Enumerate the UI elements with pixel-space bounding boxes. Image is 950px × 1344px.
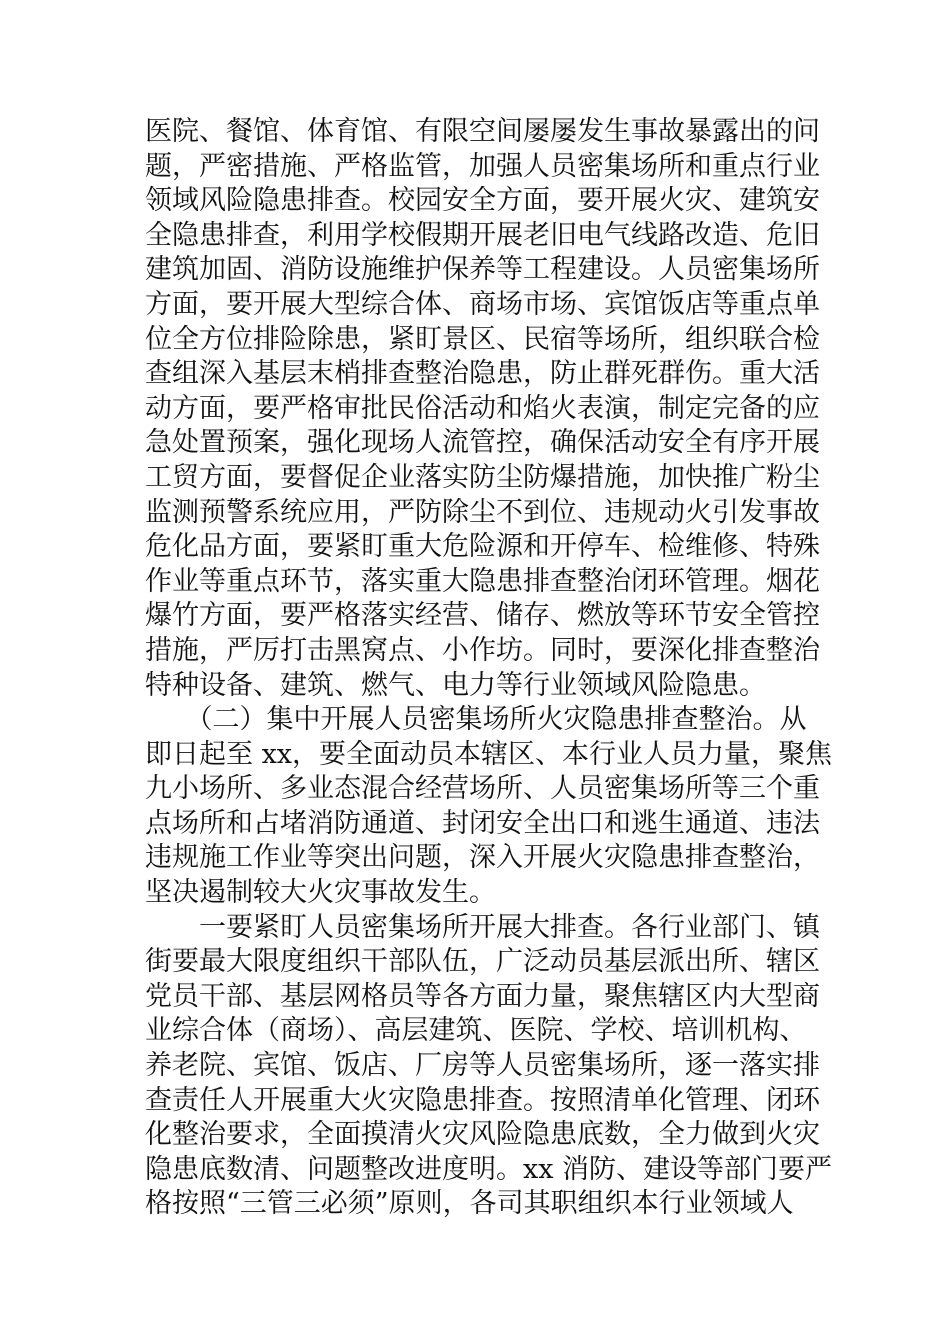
text-line: 急处置预案，强化现场人流管控，确保活动安全有序开展: [145, 427, 820, 459]
text-line: 全隐患排查，利用学校假期开展老旧电气线路改造、危旧: [145, 219, 820, 251]
section-heading-line: （二）集中开展人员密集场所火灾隐患排查整治。从: [145, 704, 807, 736]
text-line: 爆竹方面，要严格落实经营、储存、燃放等环节安全管控: [145, 600, 820, 632]
text-line: 党员干部、基层网格员等各方面力量，聚焦辖区内大型商: [145, 980, 820, 1012]
text-line: 作业等重点环节，落实重大隐患排查整治闭环管理。烟花: [145, 565, 820, 597]
text-line: 化整治要求，全面摸清火灾风险隐患底数，全力做到火灾: [145, 1119, 820, 1151]
text-line: 街要最大限度组织干部队伍，广泛动员基层派出所、辖区: [145, 946, 820, 978]
body-text: [145, 115, 833, 1222]
text-line: 题，严密措施、严格监管，加强人员密集场所和重点行业: [145, 150, 820, 182]
text-line: 九小场所、多业态混合经营场所、人员密集场所等三个重: [145, 773, 820, 805]
text-line: 点场所和占堵消防通道、封闭安全出口和逃生通道、违法: [145, 807, 820, 839]
text-line: 格按照“三管三必须”原则，各司其职组织本行业领域人: [145, 1188, 794, 1220]
text-line: 查组深入基层末梢排查整治隐患，防止群死群伤。重大活: [145, 358, 820, 390]
text-line: 工贸方面，要督促企业落实防尘防爆措施，加快推广粉尘: [145, 461, 820, 493]
text-line: 方面，要开展大型综合体、商场市场、宾馆饭店等重点单: [145, 288, 820, 320]
text-line: 医院、餐馆、体育馆、有限空间屡屡发生事故暴露出的问: [145, 116, 820, 147]
text-line: 监测预警系统应用，严防除尘不到位、违规动火引发事故: [145, 496, 820, 528]
text-line: 业综合体（商场）、高层建筑、医院、学校、培训机构、: [145, 1015, 807, 1047]
text-line: 隐患底数清、问题整改进度明。xx 消防、建设等部门要严: [145, 1153, 833, 1185]
text-line: 违规施工作业等突出问题，深入开展火灾隐患排查整治，: [145, 842, 820, 874]
text-line: 危化品方面，要紧盯重大危险源和开停车、检维修、特殊: [145, 531, 820, 563]
text-line: 特种设备、建筑、燃气、电力等行业领域风险隐患。: [145, 669, 766, 701]
text-line: 即日起至 xx，要全面动员本辖区、本行业人员力量，聚焦: [145, 738, 833, 770]
text-line: 养老院、宾馆、饭店、厂房等人员密集场所，逐一落实排: [145, 1050, 820, 1082]
text-line: 领域风险隐患排查。校园安全方面，要开展火灾、建筑安: [145, 185, 820, 217]
text-line: 坚决遏制较大火灾事故发生。: [145, 877, 496, 909]
text-line: 查责任人开展重大火灾隐患排查。按照清单化管理、闭环: [145, 1084, 820, 1116]
paragraph-start-line: 一要紧盯人员密集场所开展大排查。各行业部门、镇: [145, 911, 820, 943]
text-line: 建筑加固、消防设施维护保养等工程建设。人员密集场所: [145, 254, 820, 286]
text-line: 措施，严厉打击黑窝点、小作坊。同时，要深化排查整治: [145, 634, 820, 666]
text-line: 动方面，要严格审批民俗活动和焰火表演，制定完备的应: [145, 392, 820, 424]
text-line: 位全方位排险除患，紧盯景区、民宿等场所，组织联合检: [145, 323, 820, 355]
